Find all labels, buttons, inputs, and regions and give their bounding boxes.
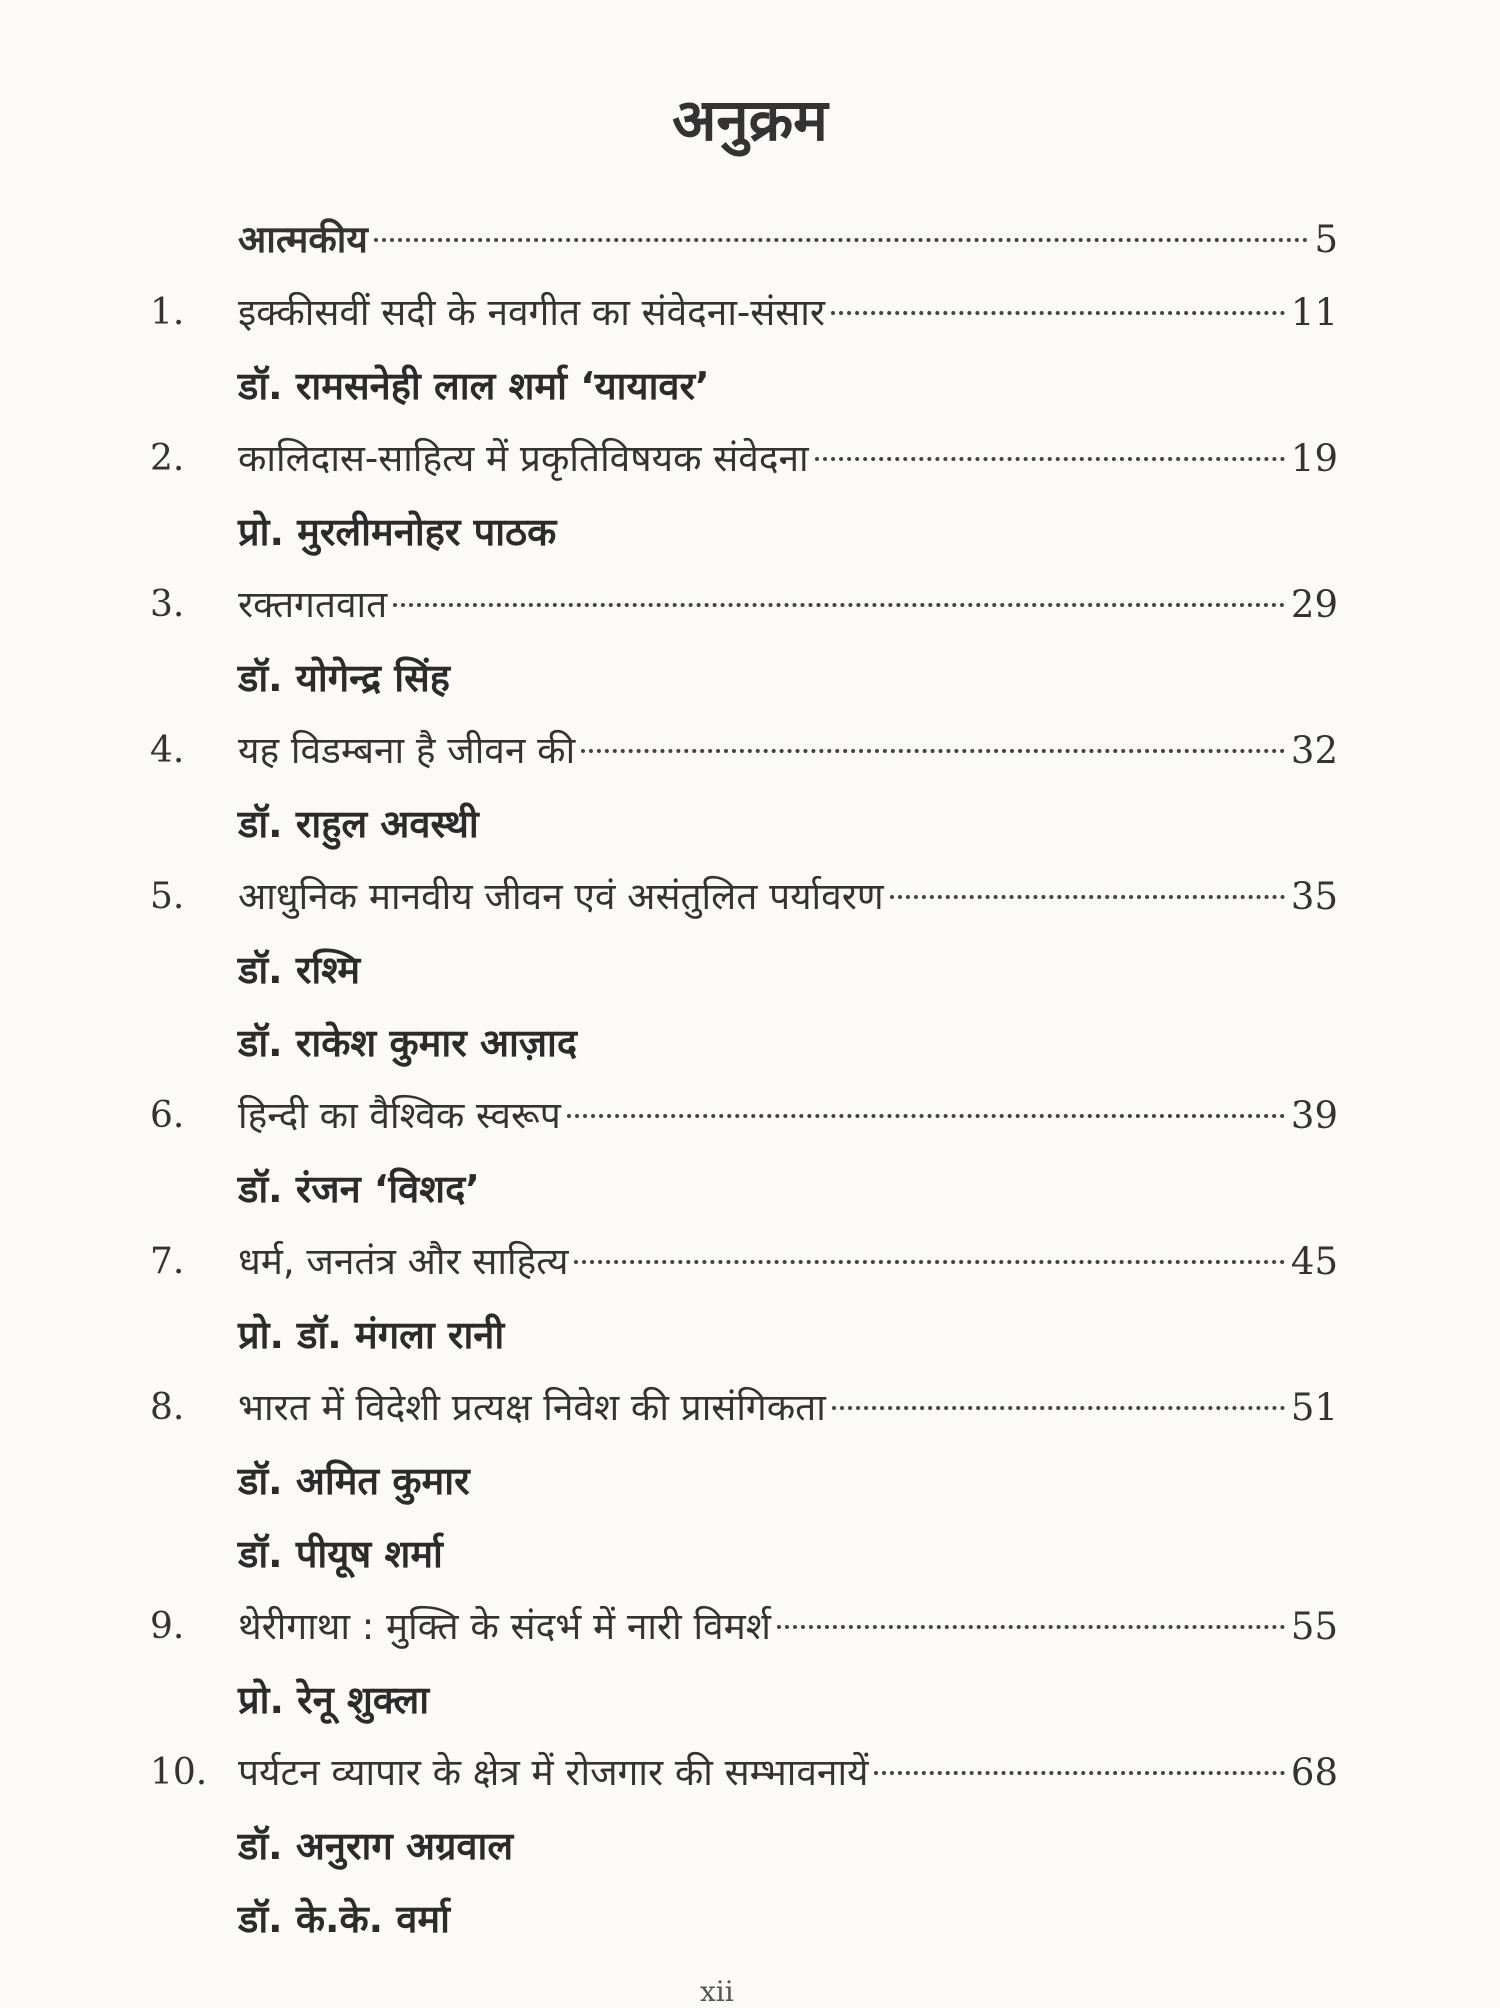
toc-entry-row[interactable] [0,429,1500,489]
toc-entry-author: डॉ. अनुराग अग्रवाल [238,1824,514,1868]
toc-entry-number: 1. [150,292,185,333]
toc-entry-row[interactable] [0,283,1500,343]
toc-entry-number: 2. [150,438,185,479]
toc-entry-title: पर्यटन व्यापार के क्षेत्र में रोजगार की सम्भावनायें [238,1751,869,1794]
toc-preface-title: आत्मकीय [238,218,368,261]
dot-leader [831,311,1285,315]
toc-entry-author: डॉ. पीयूष शर्मा [238,1532,443,1576]
toc-entry-page: 19 [1290,437,1338,480]
toc-preface-page: 5 [1314,218,1338,261]
toc-entry-number: 7. [150,1241,185,1282]
toc-entry-page: 55 [1290,1605,1338,1648]
toc-leader-line [238,1597,1338,1657]
toc-entry-title: हिन्दी का वैश्विक स्वरूप [238,1094,561,1137]
toc-entry-number: 5. [150,876,185,917]
dot-leader [890,895,1285,899]
dot-leader [874,1771,1284,1775]
toc-entry-title: आधुनिक मानवीय जीवन एवं असंतुलित पर्यावरण [238,875,884,918]
toc-entry-row[interactable] [0,1232,1500,1292]
toc-entry-number: 10. [150,1752,208,1793]
toc-entry-author: डॉ. के.के. वर्मा [238,1897,451,1941]
toc-entry-title: भारत में विदेशी प्रत्यक्ष निवेश की प्रासंगिकता [238,1386,826,1429]
toc-entry-page: 29 [1290,583,1338,626]
dot-leader [567,1114,1285,1118]
toc-leader-line [238,1086,1338,1146]
toc-leader-line [238,721,1338,781]
toc-entry-title: थेरीगाथा : मुक्ति के संदर्भ में नारी विमर्श [238,1605,771,1648]
toc-entry-number: 3. [150,584,185,625]
toc-entry-page: 45 [1290,1240,1338,1283]
toc-leader-line [238,1232,1338,1292]
toc-entry-row[interactable] [0,1743,1500,1803]
dot-leader [374,238,1309,242]
toc-entry-title: कालिदास-साहित्य में प्रकृतिविषयक संवेदना [238,437,809,480]
toc-entry-page: 35 [1290,875,1338,918]
toc-entry-title: रक्तगतवात [238,583,388,626]
dot-leader [581,749,1285,753]
toc-leader-line [238,867,1338,927]
toc-entry-author: प्रो. डॉ. मंगला रानी [238,1313,505,1357]
toc-entry-page: 32 [1290,729,1338,772]
toc-entry-row[interactable] [0,867,1500,927]
dot-leader [393,603,1285,607]
page-number-mark: xii [700,1975,734,2008]
toc-leader-line [238,283,1338,343]
toc-entry-author: डॉ. अमित कुमार [238,1459,470,1503]
toc-entry-number: 9. [150,1606,185,1647]
toc-entry-number: 8. [150,1387,185,1428]
toc-leader-line [238,210,1338,270]
toc-entry-number: 6. [150,1095,185,1136]
toc-entry-author: डॉ. रामसनेही लाल शर्मा ‘यायावर’ [238,364,710,408]
toc-entry-row[interactable] [0,1086,1500,1146]
toc-entry-author: डॉ. रश्मि [238,948,361,992]
toc-entry-author: डॉ. राकेश कुमार आज़ाद [238,1021,578,1065]
toc-entry-row[interactable] [0,575,1500,635]
toc-entry-author: डॉ. रंजन ‘विशद’ [238,1167,480,1211]
toc-leader-line [238,1743,1338,1803]
toc-entry-row[interactable] [0,721,1500,781]
toc-entry-number: 4. [150,730,185,771]
toc-entry-page: 51 [1290,1386,1338,1429]
toc-entry-title: धर्म, जनतंत्र और साहित्य [238,1240,569,1283]
toc-entry-title: यह विडम्बना है जीवन की [238,729,576,772]
toc-entry-page: 68 [1290,1751,1338,1794]
toc-preface-row[interactable] [0,210,1500,270]
toc-entry-title: इक्कीसवीं सदी के नवगीत का संवेदना-संसार [238,291,826,334]
toc-leader-line [238,1378,1338,1438]
toc-entry-author: प्रो. रेनू शुक्ला [238,1678,430,1722]
toc-leader-line [238,429,1338,489]
dot-leader [815,457,1285,461]
dot-leader [832,1406,1285,1410]
toc-entry-page: 11 [1290,291,1338,334]
page-title: अनुक्रम [672,86,828,154]
dot-leader [574,1260,1284,1264]
toc-entry-row[interactable] [0,1597,1500,1657]
toc-leader-line [238,575,1338,635]
toc-entry-author: डॉ. योगेन्द्र सिंह [238,656,450,700]
toc-entry-page: 39 [1290,1094,1338,1137]
toc-entry-author: डॉ. राहुल अवस्थी [238,802,479,846]
dot-leader [777,1625,1285,1629]
toc-entry-author: प्रो. मुरलीमनोहर पाठक [238,510,557,554]
toc-entry-row[interactable] [0,1378,1500,1438]
